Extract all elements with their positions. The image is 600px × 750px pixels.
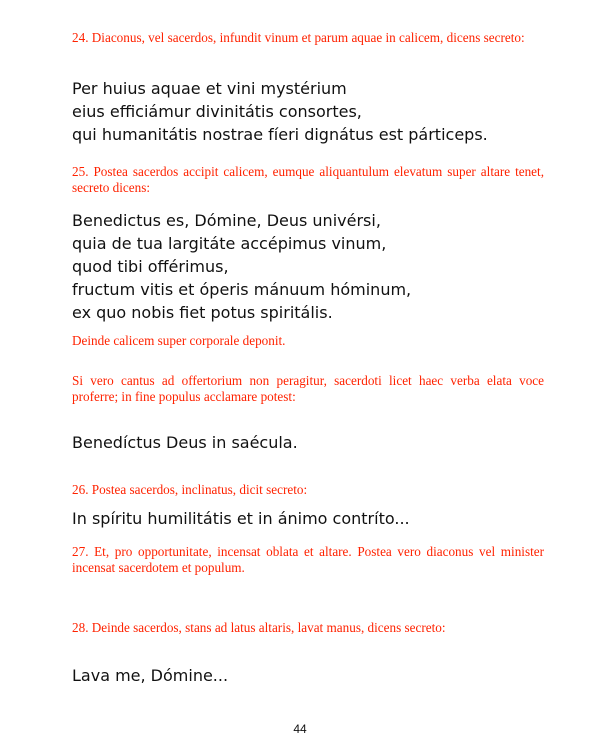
rubric-offertory: Si vero cantus ad offertorium non peragitur, sacerdoti licet haec verba elata voce proferre; in fine populus acclamare potest: — [72, 373, 544, 404]
prayer-line: quod tibi offérimus, — [72, 257, 229, 276]
prayer-line: quia de tua largitáte accépimus vinum, — [72, 234, 387, 253]
page-number: 44 — [293, 722, 307, 736]
rubric-28: 28. Deinde sacerdos, stans ad latus altaris, lavat manus, dicens secreto: — [72, 620, 446, 635]
prayer-24 — [72, 77, 552, 146]
prayer-26 — [72, 507, 552, 530]
rubric-26: 26. Postea sacerdos, inclinatus, dicit secreto: — [72, 482, 308, 497]
prayer-line: qui humanitátis nostrae fíeri dignátus est párticeps. — [72, 125, 488, 144]
rubric-24: 24. Diaconus, vel sacerdos, infundit vinum et parum aquae in calicem, dicens secreto: — [72, 30, 525, 45]
prayer-line: Lava me, Dómine... — [72, 666, 229, 685]
prayer-line: In spíritu humilitátis et in ánimo contríto... — [72, 509, 410, 528]
acclamation — [72, 431, 552, 454]
rubric-27: 27. Et, pro opportunitate, incensat oblata et altare. Postea vero diaconus vel minister incensat sacerdotem et populum. — [72, 544, 544, 575]
rubric-calicem-deponit: Deinde calicem super corporale deponit. — [72, 333, 286, 348]
prayer-25 — [72, 209, 552, 324]
prayer-line: eius efficiámur divinitátis consortes, — [72, 102, 362, 121]
prayer-line: fructum vitis et óperis mánuum hóminum, — [72, 280, 412, 299]
rubric-25: 25. Postea sacerdos accipit calicem, eumque aliquantulum elevatum super altare tenet, secreto dicens: — [72, 164, 544, 195]
prayer-line: Benedictus es, Dómine, Deus univérsi, — [72, 211, 381, 230]
prayer-line: ex quo nobis fiet potus spiritális. — [72, 303, 333, 322]
acclamation-line: Benedíctus Deus in saécula. — [72, 433, 298, 452]
prayer-line: Per huius aquae et vini mystérium — [72, 79, 347, 98]
prayer-28 — [72, 664, 552, 687]
